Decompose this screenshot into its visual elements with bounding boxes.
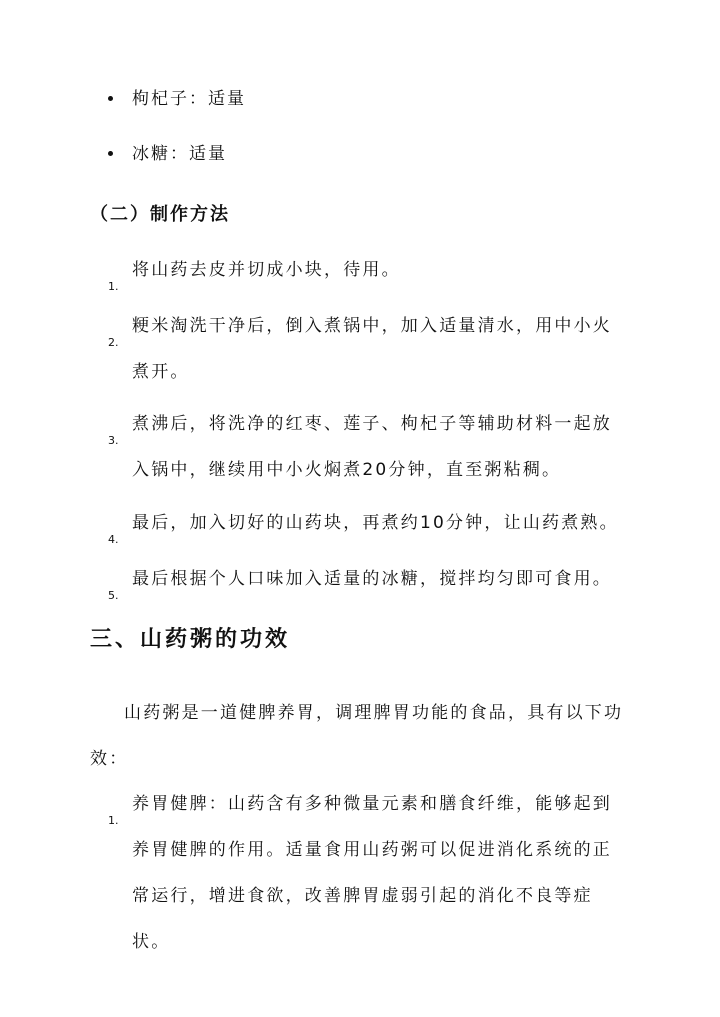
step-number: 2. (108, 336, 119, 349)
step-number: 1. (108, 280, 119, 293)
step-text: 煮沸后，将洗净的红枣、莲子、枸杞子等辅助材料一起放入锅中，继续用中小火焖煮20分钟，直至粥粘稠。 (132, 414, 612, 480)
benefit-number: 1. (108, 814, 119, 827)
step-item-2 (108, 303, 628, 395)
step-item-5 (108, 556, 628, 602)
bullet-dot (108, 151, 113, 156)
ingredient-gouqi: 枸杞子：适量 (132, 89, 246, 109)
step-number: 5. (108, 589, 119, 602)
benefit-text: 养胃健脾：山药含有多种微量元素和膳食纤维，能够起到养胃健脾的作用。适量食用山药粥可以促进消化系统的正常运行，增进食欲，改善脾胃虚弱引起的消化不良等症状。 (132, 794, 612, 952)
step-text: 最后根据个人口味加入适量的冰糖，搅拌均匀即可食用。 (132, 569, 612, 589)
step-text: 将山药去皮并切成小块，待用。 (132, 260, 401, 280)
ingredient-bingtang: 冰糖：适量 (132, 144, 227, 164)
intro-paragraph: 山药粥是一道健脾养胃，调理脾胃功能的食品，具有以下功效： (90, 703, 624, 769)
step-item-3 (108, 401, 628, 493)
step-number: 4. (108, 533, 119, 546)
step-text: 粳米淘洗干净后，倒入煮锅中，加入适量清水，用中小火煮开。 (132, 316, 612, 382)
step-text: 最后，加入切好的山药块，再煮约10分钟，让山药煮熟。 (132, 513, 619, 533)
subsection-heading: （二）制作方法 (90, 204, 230, 225)
benefit-item-1 (108, 781, 628, 965)
step-number: 3. (108, 434, 119, 447)
step-item-4 (108, 500, 628, 546)
step-item-1 (108, 247, 628, 293)
bullet-dot (108, 96, 113, 101)
section-heading: 三、山药粥的功效 (90, 627, 291, 652)
